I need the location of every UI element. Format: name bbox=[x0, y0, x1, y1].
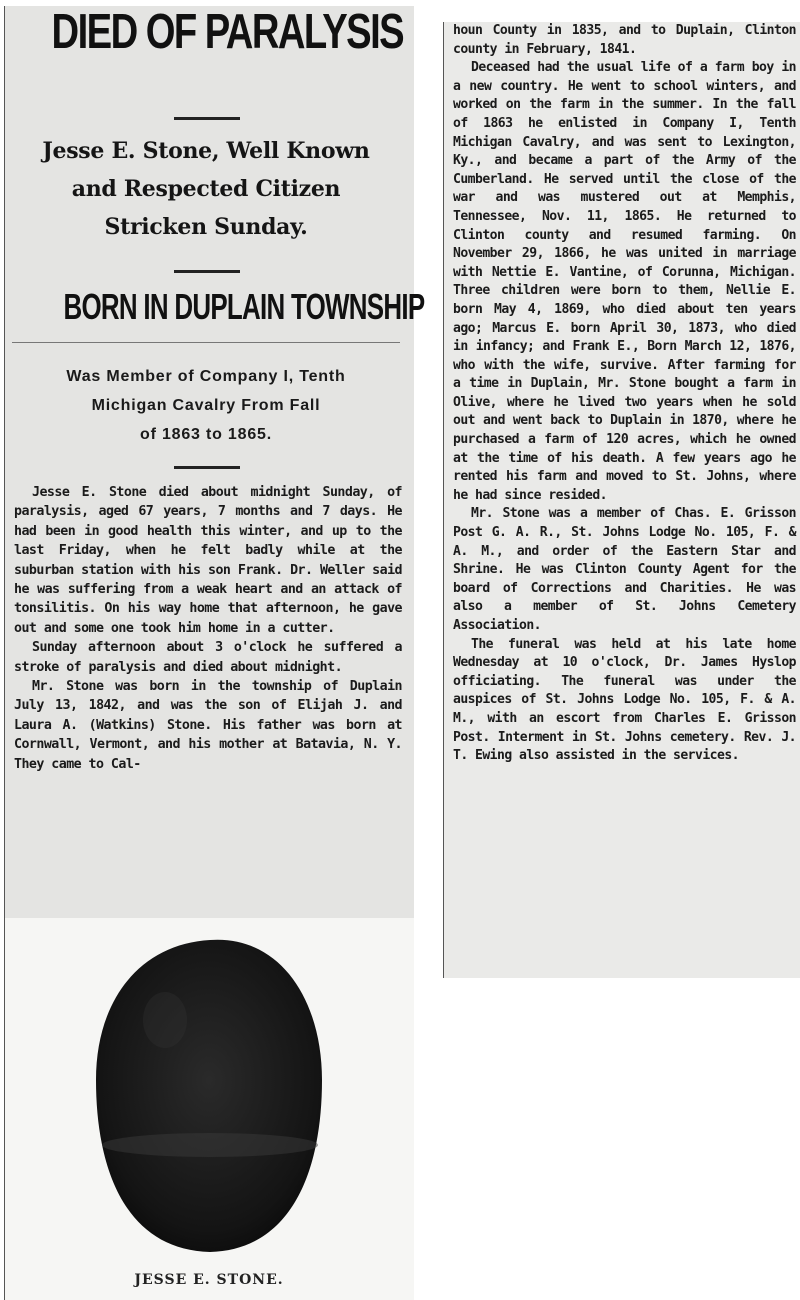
divider-rule bbox=[12, 342, 400, 343]
divider-rule bbox=[174, 270, 240, 273]
paragraph: Mr. Stone was a member of Chas. E. Grisson Post G. A. R., St. Johns Lodge No. 105, F. & A. M., and order of the Eastern Star and Shrine. He was Clinton County Agent for the board of Corrections and Charities. He was also a member of St. Johns Cemetery Association. bbox=[453, 506, 796, 633]
deck-line: Jesse E. Stone, Well Known bbox=[42, 138, 370, 164]
divider-rule bbox=[174, 466, 240, 469]
paragraph: Deceased had the usual life of a farm boy in a new country. He went to school winters, and worked on the farm in the summer. In the fall of 1863 he enlisted in Company I, Tenth Michigan Cavalry, and was sent to Lexington, Ky., and became a part of the Army of the Cumberland. He served until the close of the war and was mustered out at Memphis, Tennessee, Nov. 11, 1865. He returned to Clinton county and resumed farming. On November 29, 1866, he was united in marriage with Nettie E. Vantine, of Corunna, Michigan. Three children were born to them, Nellie E. born May 4, 1869, who died about ten years ago; Marcus E. born April 30, 1873, who died in infancy; and Frank E., Born March 12, 1876, who with the wife, survive. After farming for a time in Duplain, Mr. Stone bought a farm in Olive, where he lived two years when he sold out and went back to Duplain in 1870, where he purchased a farm of 120 acres, which he owned at the time of his death. A few years ago he rented his farm and moved to St. Johns, where he had since resided. bbox=[453, 60, 796, 503]
paragraph: Mr. Stone was born in the township of Duplain July 13, 1842, and was the son of Elijah J. and Laura A. (Watkins) Stone. His father was born at Cornwall, Vermont, and his mother at Batavia, N. Y. They came to Cal- bbox=[14, 679, 402, 772]
subheadline-deck bbox=[8, 132, 404, 246]
paragraph: Sunday afternoon about 3 o'clock he suffered a stroke of paralysis and died about midnight. bbox=[14, 640, 402, 675]
paragraph: houn County in 1835, and to Duplain, Clinton county in February, 1841. bbox=[453, 23, 796, 57]
article-body-right bbox=[453, 22, 796, 766]
portrait-silhouette bbox=[60, 930, 360, 1260]
photo-caption: JESSE E. STONE. bbox=[134, 1272, 284, 1288]
summary-deck bbox=[8, 362, 404, 449]
divider-rule bbox=[174, 117, 240, 120]
deck-line: of 1863 to 1865. bbox=[140, 426, 272, 443]
deck-line: Stricken Sunday. bbox=[104, 214, 308, 240]
deck-line: and Respected Citizen bbox=[71, 176, 341, 202]
deck-line: Michigan Cavalry From Fall bbox=[91, 397, 321, 414]
paragraph: Jesse E. Stone died about midnight Sunday, of paralysis, aged 67 years, 7 months and 7 days. He had been in good health this winter, and up to the last Friday, when he felt badly while at the suburban station with his son Frank. Dr. Weller said he was suffering from a weak heart and an attack of tonsilitis. On his way home that afternoon, he gave out and some one took him home in a cutter. bbox=[14, 485, 402, 636]
secondary-headline: BORN IN DUPLAIN TOWNSHIP bbox=[63, 286, 425, 327]
paragraph: The funeral was held at his late home Wednesday at 10 o'clock, Dr. James Hyslop officiating. The funeral was under the auspices of St. Johns Lodge No. 105, F. & A. M., with an escort from Charles E. Grisson Post. Interment in St. Johns cemetery. Rev. J. T. Ewing also assisted in the services. bbox=[453, 636, 796, 764]
portrait-photo bbox=[60, 930, 360, 1260]
article-body-left bbox=[14, 483, 402, 774]
deck-line: Was Member of Company I, Tenth bbox=[66, 368, 346, 385]
headline: DIED OF PARALYSIS bbox=[51, 5, 404, 59]
